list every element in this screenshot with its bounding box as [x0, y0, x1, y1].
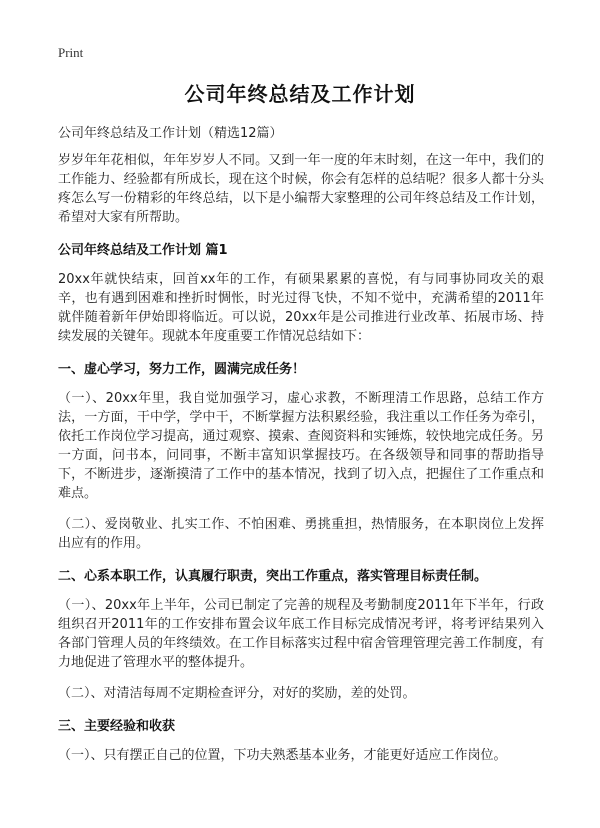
- print-link[interactable]: Print: [58, 45, 84, 60]
- heading-part-one: 一、虚心学习，努力工作，圆满完成任务！: [58, 362, 306, 377]
- paragraph-two-1: （一）、20xx年上半年，公司已制定了完善的规程及考勤制度2011年下半年，行政组织召开2011年的工作安排布置会议年底工作目标完成情况考评，将考评结果列入各部门管理人员的年终绩效。在工作目标落实过程中宿舍管理管理完善工作制度，有力地促进了管理水平的整体提升。: [58, 598, 544, 670]
- heading-part-two: 二、心系本职工作，认真履行职责，突出工作重点，落实管理目标责任制。: [58, 569, 488, 584]
- document-body: [58, 122, 544, 777]
- section-heading-1: 公司年终总结及工作计划 篇1: [58, 243, 228, 258]
- page-title: 公司年终总结及工作计划: [184, 82, 416, 106]
- paragraph-1: 20xx年就快结束，回首xx年的工作，有硕果累累的喜悦，有与同事协同攻关的艰辛，也有遇到困难和挫折时惆怅，时光过得飞快，不知不觉中，充满希望的2011年就伴随着新年伊始即将临近。可以说，20xx年是公司推进行业改革、拓展市场、持续发展的关键年。现就本年度重要工作情况总结如下：: [58, 272, 544, 344]
- paragraph-three-1: （一）、只有摆正自己的位置，下功夫熟悉基本业务，才能更好适应工作岗位。: [58, 748, 507, 763]
- paragraph-two-2: （二）、对清洁每周不定期检查评分，对好的奖励，差的处罚。: [58, 686, 416, 701]
- intro-paragraph: 岁岁年年花相似，年年岁岁人不同。又到一年一度的年末时刻，在这一年中，我们的工作能力、经验都有所成长，现在这个时候，你会有怎样的总结呢？很多人都十分头疼怎么写一份精彩的年终总结，以下是小编帮大家整理的公司年终总结及工作计划，希望对大家有所帮助。: [58, 153, 544, 225]
- subtitle: 公司年终总结及工作计划（精选12篇）: [58, 126, 283, 141]
- paragraph-one-1: （一）、20xx年里，我自觉加强学习，虚心求教，不断理清工作思路，总结工作方法，一方面，干中学，学中干，不断掌握方法积累经验，我注重以工作任务为牵引，依托工作岗位学习提高，通过观察、摸索、查阅资料和实锤炼，较快地完成任务。另一方面，问书本，问同事，不断丰富知识掌握技巧。在各级领导和同事的帮助指导下，不断进步，逐渐摸清了工作中的基本情况，找到了切入点，把握住了工作重点和难点。: [58, 391, 544, 501]
- heading-part-three: 三、主要经验和收获: [58, 719, 176, 734]
- paragraph-one-2: （二）、爱岗敬业、扎实工作、不怕困难、勇挑重担，热情服务，在本职岗位上发挥出应有的作用。: [58, 517, 544, 551]
